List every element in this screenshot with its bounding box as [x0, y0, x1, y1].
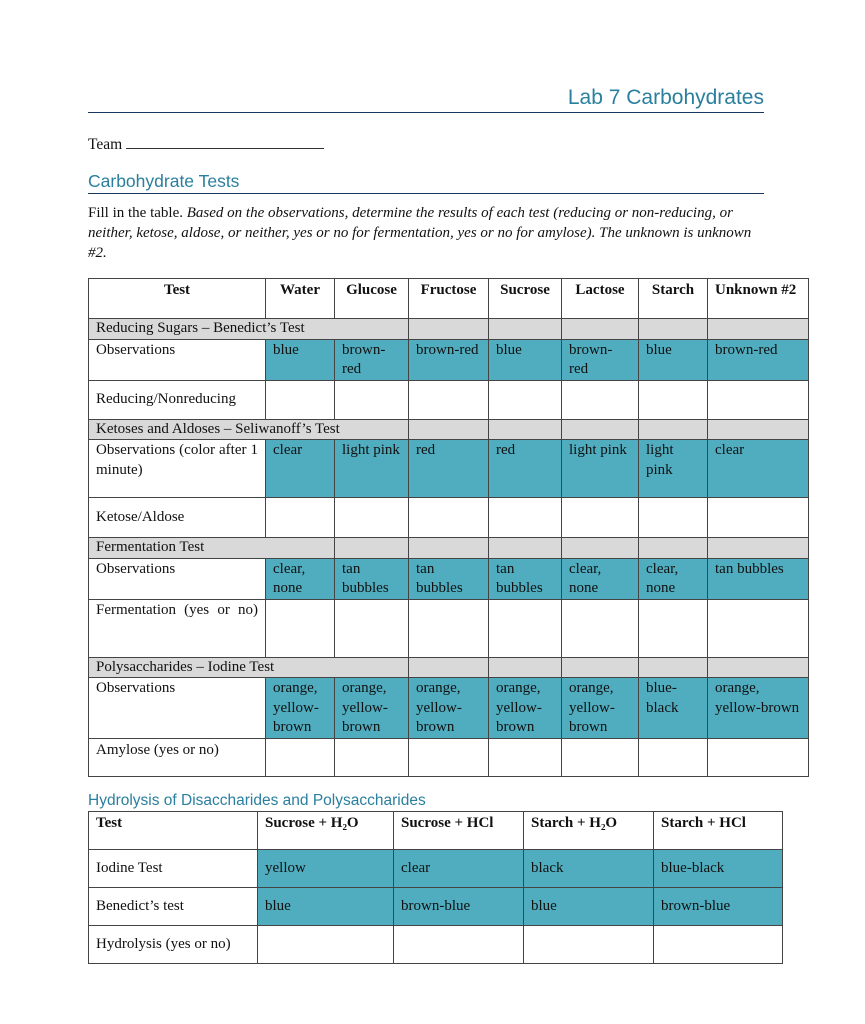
result-cell[interactable] [409, 599, 489, 657]
value-cell[interactable]: blue-black [654, 850, 783, 888]
result-cell[interactable] [489, 498, 562, 538]
obs-row-benedict [89, 339, 809, 380]
obs-cell-glucose[interactable]: tan bubbles [335, 558, 409, 599]
section-title-fermentation: Fermentation Test [89, 538, 335, 559]
obs-cell-fructose[interactable]: brown-red [409, 339, 489, 380]
row-label: Ketose/Aldose [89, 498, 266, 538]
obs-row-seliwanoff [89, 440, 809, 498]
team-field [88, 134, 324, 154]
obs-cell-starch[interactable]: blue-black [639, 678, 708, 739]
result-row-iodine [89, 738, 809, 776]
value-cell[interactable]: brown-blue [654, 888, 783, 926]
result-cell[interactable] [266, 380, 335, 419]
row-label: Iodine Test [89, 850, 258, 888]
result-cell[interactable] [335, 599, 409, 657]
result-cell[interactable] [639, 599, 708, 657]
section-row-benedict [89, 319, 809, 340]
obs-cell-fructose[interactable]: red [409, 440, 489, 498]
section-title-seliwanoff: Ketoses and Aldoses – Seliwanoff’s Test [89, 419, 409, 440]
section-row-iodine [89, 657, 809, 678]
row-label: Benedict’s test [89, 888, 258, 926]
obs-cell-unknown[interactable]: tan bubbles [708, 558, 809, 599]
row-benedicts-test [89, 888, 783, 926]
row-label: Amylose (yes or no) [89, 738, 266, 776]
col-header-sucrose-hcl: Sucrose + HCl [394, 812, 524, 850]
row-label: Observations [89, 339, 266, 380]
table2-header-row [89, 812, 783, 850]
value-cell[interactable] [524, 926, 654, 964]
obs-cell-glucose[interactable]: orange, yellow-brown [335, 678, 409, 739]
col-header-fructose: Fructose [409, 279, 489, 319]
carbohydrate-tests-table [88, 278, 809, 777]
obs-cell-lactose[interactable]: orange, yellow-brown [562, 678, 639, 739]
row-label: Hydrolysis (yes or no) [89, 926, 258, 964]
section-row-fermentation [89, 538, 809, 559]
result-cell[interactable] [708, 599, 809, 657]
instructions [88, 203, 768, 263]
obs-cell-water[interactable]: orange, yellow-brown [266, 678, 335, 739]
result-cell[interactable] [708, 738, 809, 776]
value-cell[interactable]: black [524, 850, 654, 888]
row-label: Fermentation (yes or no) [89, 599, 266, 657]
result-cell[interactable] [489, 599, 562, 657]
section-title-benedict: Reducing Sugars – Benedict’s Test [89, 319, 409, 340]
obs-cell-water[interactable]: clear [266, 440, 335, 498]
obs-cell-water[interactable]: blue [266, 339, 335, 380]
row-label: Observations [89, 678, 266, 739]
col-header-unknown: Unknown #2 [708, 279, 809, 319]
result-cell[interactable] [562, 738, 639, 776]
col-header-sucrose: Sucrose [489, 279, 562, 319]
result-cell[interactable] [266, 738, 335, 776]
obs-cell-lactose[interactable]: light pink [562, 440, 639, 498]
result-cell[interactable] [409, 498, 489, 538]
result-cell[interactable] [489, 380, 562, 419]
obs-row-fermentation [89, 558, 809, 599]
result-cell[interactable] [409, 738, 489, 776]
result-cell[interactable] [562, 380, 639, 419]
result-cell[interactable] [562, 599, 639, 657]
value-cell[interactable]: blue [524, 888, 654, 926]
result-row-fermentation [89, 599, 809, 657]
col-header-test: Test [89, 812, 258, 850]
obs-row-iodine [89, 678, 809, 739]
result-cell[interactable] [335, 380, 409, 419]
result-cell[interactable] [639, 738, 708, 776]
team-blank-line[interactable] [126, 134, 324, 149]
result-row-seliwanoff [89, 498, 809, 538]
result-cell[interactable] [335, 738, 409, 776]
obs-cell-sucrose[interactable]: tan bubbles [489, 558, 562, 599]
obs-cell-lactose[interactable]: clear, none [562, 558, 639, 599]
row-label: Observations (color after 1 minute) [89, 440, 266, 498]
obs-cell-starch[interactable]: light pink [639, 440, 708, 498]
hydrolysis-table [88, 811, 783, 964]
section-heading-carbohydrate-tests: Carbohydrate Tests [88, 171, 764, 194]
value-cell[interactable]: blue [258, 888, 394, 926]
result-cell[interactable] [639, 498, 708, 538]
col-header-test: Test [89, 279, 266, 319]
result-cell[interactable] [266, 498, 335, 538]
obs-cell-water[interactable]: clear, none [266, 558, 335, 599]
instructions-italic: Based on the observations, determine the results of each test (reducing or non-reducing, or neither, ketose, aldose, or neither, yes or no for fermentation, yes or no for amylose). The unknown is unknown #2. [88, 205, 752, 261]
obs-cell-fructose[interactable]: orange, yellow-brown [409, 678, 489, 739]
col-header-starch: Starch [639, 279, 708, 319]
obs-cell-sucrose[interactable]: orange, yellow-brown [489, 678, 562, 739]
result-cell[interactable] [708, 380, 809, 419]
page-title: Lab 7 Carbohydrates [88, 86, 764, 113]
col-header-water: Water [266, 279, 335, 319]
col-header-glucose: Glucose [335, 279, 409, 319]
row-label: Observations [89, 558, 266, 599]
section-row-seliwanoff [89, 419, 809, 440]
team-label: Team [88, 136, 123, 153]
obs-cell-glucose[interactable]: light pink [335, 440, 409, 498]
obs-cell-sucrose[interactable]: red [489, 440, 562, 498]
row-hydrolysis [89, 926, 783, 964]
section-title-iodine: Polysaccharides – Iodine Test [89, 657, 409, 678]
obs-cell-starch[interactable]: clear, none [639, 558, 708, 599]
result-row-benedict [89, 380, 809, 419]
result-cell[interactable] [335, 498, 409, 538]
result-cell[interactable] [489, 738, 562, 776]
value-cell[interactable] [394, 926, 524, 964]
obs-cell-lactose[interactable]: brown-red [562, 339, 639, 380]
col-header-starch-hcl: Starch + HCl [654, 812, 783, 850]
result-cell[interactable] [708, 498, 809, 538]
value-cell[interactable]: brown-blue [394, 888, 524, 926]
result-cell[interactable] [562, 498, 639, 538]
col-header-sucrose-h2o: Sucrose + H₂O [258, 812, 394, 850]
obs-cell-unknown[interactable]: orange, yellow-brown [708, 678, 809, 739]
instructions-plain: Fill in the table. [88, 205, 183, 221]
obs-cell-unknown[interactable]: brown-red [708, 339, 809, 380]
row-label: Reducing/Nonreducing [89, 380, 266, 419]
col-header-starch-h2o: Starch + H₂O [524, 812, 654, 850]
value-cell[interactable]: yellow [258, 850, 394, 888]
value-cell[interactable] [258, 926, 394, 964]
obs-cell-glucose[interactable]: brown-red [335, 339, 409, 380]
value-cell[interactable]: clear [394, 850, 524, 888]
result-cell[interactable] [409, 380, 489, 419]
value-cell[interactable] [654, 926, 783, 964]
obs-cell-fructose[interactable]: tan bubbles [409, 558, 489, 599]
table1-header-row [89, 279, 809, 319]
obs-cell-unknown[interactable]: clear [708, 440, 809, 498]
obs-cell-starch[interactable]: blue [639, 339, 708, 380]
result-cell[interactable] [639, 380, 708, 419]
col-header-lactose: Lactose [562, 279, 639, 319]
row-iodine-test [89, 850, 783, 888]
obs-cell-sucrose[interactable]: blue [489, 339, 562, 380]
result-cell[interactable] [266, 599, 335, 657]
section-heading-hydrolysis: Hydrolysis of Disaccharides and Polysaccharides [88, 792, 426, 809]
